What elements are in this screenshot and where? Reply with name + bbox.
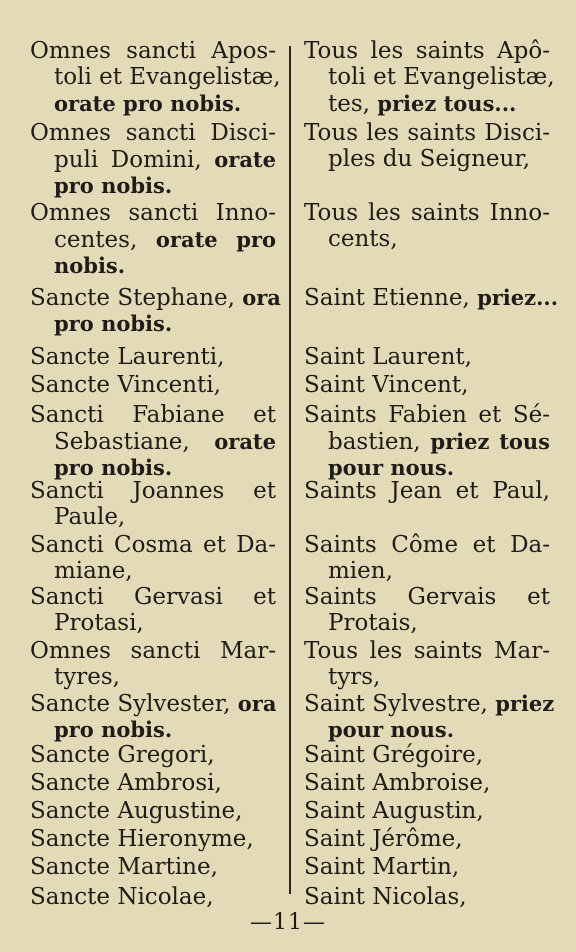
latin-line [30,770,276,797]
french-response-text: priez tous [430,429,551,454]
french-line [304,558,550,585]
latin-text: Sancte Vincenti, [30,372,221,398]
french-line [304,664,550,691]
latin-text: puli Domini, [54,147,215,173]
latin-line [30,884,276,911]
french-text: Saints Gervais et [304,584,550,610]
french-text: tes, [328,91,378,117]
french-line [304,690,555,718]
french-line [304,372,550,399]
latin-text: Omnes sancti Disci- [30,120,276,146]
latin-line [30,690,276,718]
latin-line [30,532,276,559]
french-line [304,344,550,371]
latin-line [30,344,276,371]
french-line [304,284,559,312]
latin-text: centes, [54,227,156,253]
latin-response-text: ora [237,691,277,716]
french-line [304,742,550,769]
latin-line [30,200,276,227]
latin-line [30,402,276,429]
latin-response-text: ora [242,285,281,310]
french-text: bastien, [328,429,431,455]
french-text: Saint Nicolas, [304,884,467,910]
french-line [304,798,550,825]
french-line [304,854,550,881]
latin-text: Sancte Sylvester, [30,691,238,717]
latin-line [30,64,281,91]
latin-line [30,504,276,531]
latin-text: toli et Evangelistæ, [54,64,281,90]
latin-line [30,146,276,174]
french-line [304,38,550,65]
latin-response-text: pro nobis. [54,173,173,198]
latin-text: Sancti Cosma et Da- [30,532,276,558]
french-response-text: pour nous. [328,455,455,480]
french-response-text: pour nous. [328,717,455,742]
french-response-text: priez tous... [377,91,517,116]
french-text: Saint Grégoire, [304,742,484,768]
latin-line [30,252,276,280]
latin-text: Sancte Stephane, [30,285,243,311]
latin-text: Sancte Hieronyme, [30,826,254,852]
latin-line [30,558,276,585]
french-line [304,146,550,173]
french-line [304,200,550,227]
french-text: Saint Etienne, [304,285,478,311]
french-line [304,716,550,744]
latin-response-text: pro nobis. [54,717,173,742]
latin-text: Omnes sancti Inno- [30,200,276,226]
french-text: Saint Martin, [304,854,460,880]
latin-text: tyres, [54,664,120,690]
french-line [304,120,550,147]
french-line [304,826,550,853]
latin-line [30,610,276,637]
french-text: Saints Jean et Paul, [304,478,550,504]
latin-text: Sancte Nicolae, [30,884,214,910]
french-text: Tous les saints Mar- [304,638,550,664]
latin-text: Sancte Augustine, [30,798,243,824]
french-line [304,610,550,637]
latin-line [30,38,276,65]
french-line [304,226,550,253]
latin-response-text: orate pro [155,227,276,252]
latin-line [30,90,276,118]
latin-line [30,428,276,456]
latin-text: Sancti Fabiane et [30,402,276,428]
latin-line [30,120,276,147]
french-line [304,638,550,665]
latin-line [30,854,276,881]
latin-line [30,716,276,744]
latin-line [30,478,276,505]
french-text: ples du Seigneur, [328,146,531,172]
latin-text: Sancte Martine, [30,854,218,880]
french-text: Saint Augustin, [304,798,484,824]
french-line [304,64,555,91]
latin-text: Sancte Gregori, [30,742,215,768]
french-text: Saint Vincent, [304,372,469,398]
french-response-text: priez... [477,285,559,310]
latin-line [30,664,276,691]
latin-text: Sancti Gervasi et [30,584,276,610]
french-text: toli et Evangelistæ, [328,64,555,90]
french-text: Saints Côme et Da- [304,532,550,558]
french-text: Tous les saints Apô- [304,38,550,64]
french-line [304,402,550,429]
latin-text: miane, [54,558,133,584]
french-text: Protais, [328,610,418,636]
french-line [304,478,550,505]
latin-text: Paule, [54,504,126,530]
page-number: —11— [250,910,326,935]
latin-response-text: orate [214,147,276,172]
latin-text: Sebastiane, [54,429,215,455]
column-divider [289,46,291,894]
french-line [304,90,550,118]
latin-line [30,826,276,853]
latin-line [30,798,276,825]
latin-text: Sancti Joannes et [30,478,276,504]
french-text: Tous les saints Disci- [304,120,550,146]
french-line [304,428,550,456]
french-text: Saint Laurent, [304,344,472,370]
latin-response-text: orate [214,429,276,454]
latin-response-text: pro nobis. [54,455,173,480]
latin-line [30,226,276,254]
french-line [304,884,550,911]
latin-text: Sancte Laurenti, [30,344,225,370]
latin-text: Sancte Ambrosi, [30,770,222,796]
latin-line [30,172,276,200]
french-text: Saint Ambroise, [304,770,491,796]
french-text: mien, [328,558,393,584]
latin-text: Protasi, [54,610,144,636]
french-line [304,532,550,559]
latin-response-text: pro nobis. [54,311,173,336]
latin-line [30,742,276,769]
latin-text: Omnes sancti Mar- [30,638,276,664]
latin-text: Omnes sancti Apos- [30,38,276,64]
french-line [304,770,550,797]
latin-line [30,284,281,312]
french-text: Tous les saints Inno- [304,200,550,226]
french-text: Saint Jérôme, [304,826,463,852]
latin-response-text: orate pro nobis. [54,91,242,116]
latin-line [30,584,276,611]
french-text: Saints Fabien et Sé- [304,402,550,428]
latin-line [30,310,276,338]
latin-line [30,372,276,399]
french-text: Saint Sylvestre, [304,691,496,717]
french-line [304,584,550,611]
french-text: cents, [328,226,398,252]
french-response-text: priez [495,691,555,716]
latin-line [30,638,276,665]
french-text: tyrs, [328,664,381,690]
latin-response-text: nobis. [54,253,126,278]
